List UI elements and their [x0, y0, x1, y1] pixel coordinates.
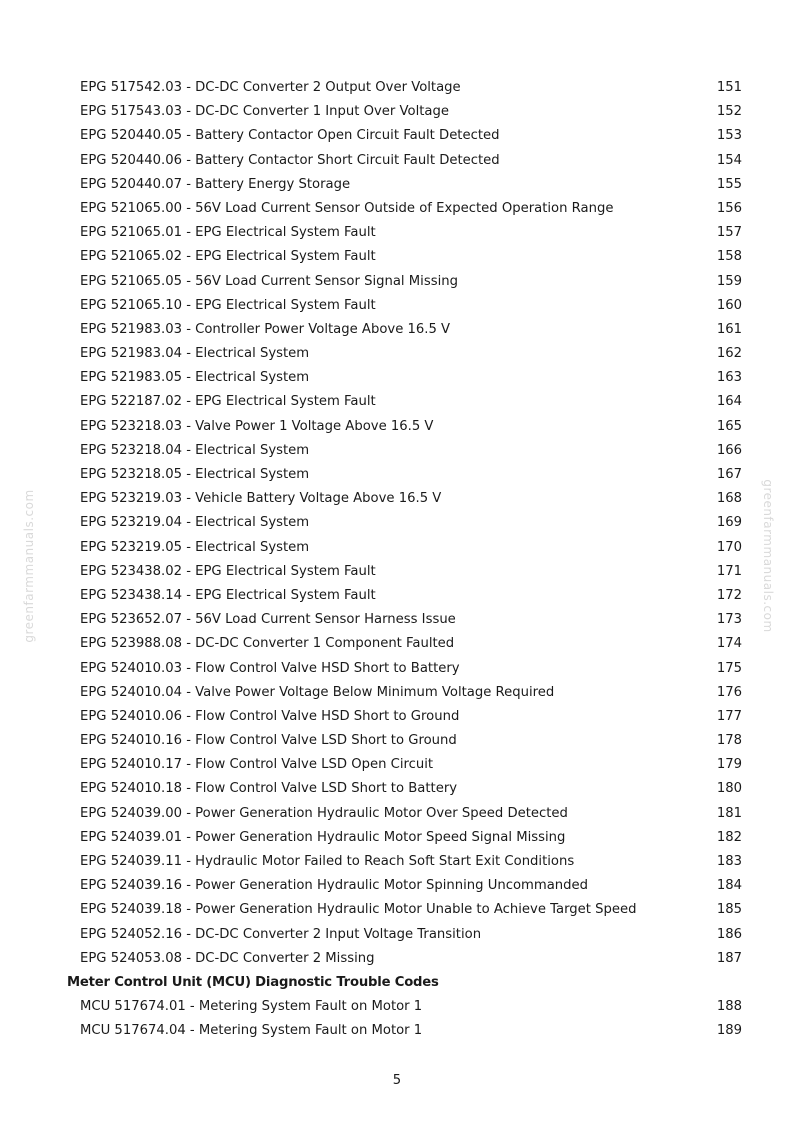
- toc-section-heading: [0, 971, 794, 995]
- toc-entry-title: EPG 521983.03 - Controller Power Voltage Above 16.5 V: [80, 321, 451, 337]
- toc-entry-page: 187: [716, 950, 742, 966]
- toc-entry-page: 180: [716, 781, 742, 797]
- toc-entry-title: EPG 521065.01 - EPG Electrical System Fault: [80, 225, 376, 241]
- toc-entry-title: EPG 520440.06 - Battery Contactor Short Circuit Fault Detected: [80, 152, 500, 168]
- toc-entry-page: 155: [716, 176, 742, 192]
- toc-entry-title: MCU 517674.01 - Metering System Fault on Motor 1: [80, 999, 423, 1015]
- toc-entry[interactable]: [0, 173, 794, 197]
- toc-entry-page: 182: [716, 829, 742, 845]
- toc-entry-page: 177: [716, 708, 742, 724]
- toc-entry[interactable]: [0, 342, 794, 366]
- toc-entry-page: 185: [716, 902, 742, 918]
- toc-entry-title: EPG 521983.05 - Electrical System: [80, 370, 310, 386]
- toc-entry-title: EPG 523438.14 - EPG Electrical System Fault: [80, 587, 376, 603]
- toc-entry-title: EPG 517543.03 - DC-DC Converter 1 Input Over Voltage: [80, 104, 449, 120]
- toc-entry-page: 173: [716, 612, 742, 628]
- toc-entry-title: EPG 521065.10 - EPG Electrical System Fault: [80, 297, 376, 313]
- toc-entry[interactable]: [0, 947, 794, 971]
- toc-entry-title: EPG 523438.02 - EPG Electrical System Fault: [80, 563, 376, 579]
- toc-entry-page: 189: [716, 1023, 742, 1039]
- toc-entry-title: EPG 524039.00 - Power Generation Hydraulic Motor Over Speed Detected: [80, 805, 568, 821]
- toc-entry-title: Meter Control Unit (MCU) Diagnostic Trouble Codes: [67, 974, 439, 990]
- toc-entry[interactable]: [0, 76, 794, 100]
- toc-entry-title: EPG 524053.08 - DC-DC Converter 2 Missing: [80, 950, 375, 966]
- toc-entry-page: 154: [716, 152, 742, 168]
- toc-entry[interactable]: [0, 777, 794, 801]
- toc-entry[interactable]: [0, 898, 794, 922]
- toc-entry-page: 183: [716, 854, 742, 869]
- toc-entry[interactable]: [0, 705, 794, 729]
- table-of-contents: [0, 76, 794, 1044]
- toc-entry[interactable]: [0, 366, 794, 390]
- watermark-left: greenfarmmanuals.com: [22, 489, 36, 643]
- toc-entry[interactable]: [0, 511, 794, 535]
- toc-entry[interactable]: [0, 415, 794, 439]
- toc-entry[interactable]: [0, 632, 794, 656]
- toc-entry-page: 168: [716, 491, 742, 507]
- toc-entry-page: 156: [716, 200, 742, 216]
- toc-entry[interactable]: [0, 802, 794, 826]
- page-number: 5: [392, 1073, 402, 1088]
- toc-entry-title: EPG 524039.01 - Power Generation Hydraulic Motor Speed Signal Missing: [80, 829, 566, 845]
- toc-entry-title: EPG 524039.16 - Power Generation Hydraulic Motor Spinning Uncommanded: [80, 878, 589, 894]
- toc-entry-page: 152: [716, 104, 742, 120]
- toc-entry[interactable]: [0, 197, 794, 221]
- toc-entry-title: EPG 523219.05 - Electrical System: [80, 539, 310, 555]
- toc-entry-page: 165: [716, 418, 742, 434]
- toc-entry-title: EPG 521065.05 - 56V Load Current Sensor Signal Missing: [80, 273, 458, 289]
- toc-entry-page: 175: [716, 660, 742, 676]
- toc-entry-page: 157: [716, 225, 742, 241]
- toc-entry[interactable]: [0, 995, 794, 1019]
- watermark-right: greenfarmmanuals.com: [761, 479, 775, 633]
- toc-entry-page: 188: [716, 999, 742, 1015]
- toc-entry-page: 158: [716, 249, 742, 265]
- toc-entry-title: EPG 523219.04 - Electrical System: [80, 515, 310, 531]
- toc-entry-title: EPG 524039.11 - Hydraulic Motor Failed to Reach Soft Start Exit Conditions: [80, 854, 575, 869]
- toc-entry[interactable]: [0, 390, 794, 414]
- toc-entry[interactable]: [0, 463, 794, 487]
- toc-entry-title: EPG 524010.17 - Flow Control Valve LSD Open Circuit: [80, 757, 434, 773]
- toc-entry-page: 167: [716, 467, 742, 482]
- toc-entry-page: 178: [716, 733, 742, 749]
- toc-entry[interactable]: [0, 923, 794, 947]
- toc-entry-page: 151: [716, 80, 742, 95]
- toc-entry[interactable]: [0, 753, 794, 777]
- toc-entry-title: EPG 521065.02 - EPG Electrical System Fault: [80, 249, 376, 265]
- toc-entry-page: 170: [716, 539, 742, 555]
- toc-entry-title: EPG 522187.02 - EPG Electrical System Fault: [80, 394, 376, 410]
- toc-entry[interactable]: [0, 149, 794, 173]
- toc-entry[interactable]: [0, 245, 794, 269]
- toc-entry-page: 164: [716, 394, 742, 410]
- toc-entry[interactable]: [0, 850, 794, 874]
- toc-entry-title: EPG 523219.03 - Vehicle Battery Voltage Above 16.5 V: [80, 491, 442, 507]
- toc-entry-page: 153: [716, 128, 742, 144]
- toc-entry[interactable]: [0, 318, 794, 342]
- toc-entry-page: 163: [716, 370, 742, 386]
- toc-entry-page: 171: [716, 563, 742, 579]
- toc-entry-title: EPG 524010.03 - Flow Control Valve HSD Short to Battery: [80, 660, 460, 676]
- toc-entry-page: 166: [716, 442, 742, 458]
- toc-entry[interactable]: [0, 124, 794, 148]
- toc-entry-page: 179: [716, 757, 742, 773]
- toc-entry[interactable]: [0, 584, 794, 608]
- toc-entry-title: EPG 524010.16 - Flow Control Valve LSD Short to Ground: [80, 733, 457, 749]
- toc-entry[interactable]: [0, 826, 794, 850]
- toc-entry-title: EPG 521065.00 - 56V Load Current Sensor Outside of Expected Operation Range: [80, 200, 614, 216]
- toc-entry-title: EPG 524010.04 - Valve Power Voltage Below Minimum Voltage Required: [80, 684, 555, 700]
- toc-entry-page: 162: [716, 346, 742, 362]
- toc-entry[interactable]: [0, 294, 794, 318]
- toc-entry-page: 176: [716, 684, 742, 700]
- toc-entry-title: EPG 524010.06 - Flow Control Valve HSD Short to Ground: [80, 708, 460, 724]
- toc-entry[interactable]: [0, 1019, 794, 1043]
- toc-entry-page: 181: [716, 805, 742, 821]
- toc-entry-title: EPG 523218.05 - Electrical System: [80, 467, 310, 482]
- toc-entry[interactable]: [0, 221, 794, 245]
- toc-entry-page: 161: [716, 321, 742, 337]
- toc-entry-title: EPG 523988.08 - DC-DC Converter 1 Component Faulted: [80, 636, 455, 652]
- toc-entry[interactable]: [0, 560, 794, 584]
- toc-entry-page: 184: [716, 878, 742, 894]
- toc-entry[interactable]: [0, 681, 794, 705]
- toc-entry[interactable]: [0, 657, 794, 681]
- toc-entry-title: EPG 524052.16 - DC-DC Converter 2 Input Voltage Transition: [80, 926, 482, 942]
- toc-entry-title: MCU 517674.04 - Metering System Fault on Motor 1: [80, 1023, 423, 1039]
- toc-entry-title: EPG 520440.07 - Battery Energy Storage: [80, 176, 351, 192]
- toc-entry-page: 169: [716, 515, 742, 531]
- toc-entry-page: 186: [716, 926, 742, 942]
- toc-entry[interactable]: [0, 439, 794, 463]
- toc-entry[interactable]: [0, 270, 794, 294]
- toc-entry[interactable]: [0, 536, 794, 560]
- toc-entry-title: EPG 524039.18 - Power Generation Hydraulic Motor Unable to Achieve Target Speed: [80, 902, 637, 918]
- toc-entry[interactable]: [0, 487, 794, 511]
- toc-entry[interactable]: [0, 729, 794, 753]
- toc-entry-title: EPG 520440.05 - Battery Contactor Open Circuit Fault Detected: [80, 128, 500, 144]
- toc-entry[interactable]: [0, 100, 794, 124]
- toc-entry-title: EPG 523218.04 - Electrical System: [80, 442, 310, 458]
- toc-entry[interactable]: [0, 608, 794, 632]
- toc-entry[interactable]: [0, 874, 794, 898]
- toc-entry-page: 160: [716, 297, 742, 313]
- toc-entry-page: 174: [716, 636, 742, 652]
- toc-entry-title: EPG 524010.18 - Flow Control Valve LSD Short to Battery: [80, 781, 458, 797]
- toc-entry-title: EPG 523652.07 - 56V Load Current Sensor Harness Issue: [80, 612, 456, 628]
- toc-entry-title: EPG 521983.04 - Electrical System: [80, 346, 310, 362]
- toc-entry-title: EPG 517542.03 - DC-DC Converter 2 Output Over Voltage: [80, 80, 461, 95]
- toc-entry-title: EPG 523218.03 - Valve Power 1 Voltage Above 16.5 V: [80, 418, 434, 434]
- toc-entry-page: 172: [716, 587, 742, 603]
- toc-entry-page: 159: [716, 273, 742, 289]
